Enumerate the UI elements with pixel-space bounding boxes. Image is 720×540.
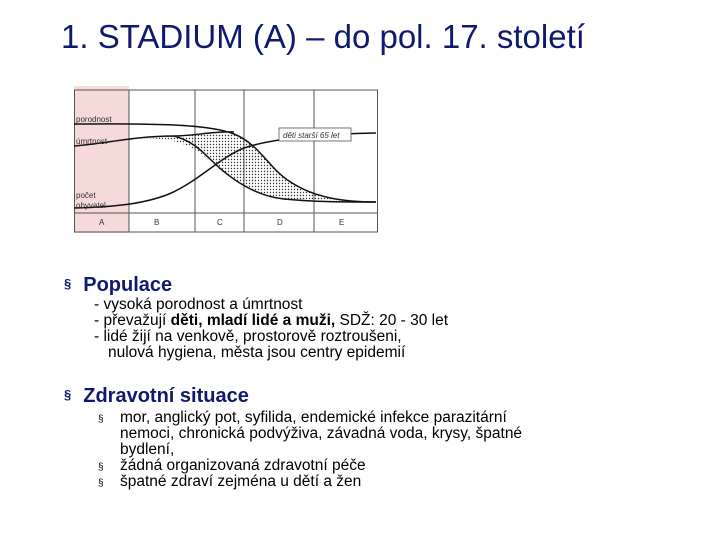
slide-title: 1. STADIUM (A) – do pol. 17. století <box>61 18 585 55</box>
stage-a-highlight <box>74 86 129 233</box>
label-obyvatel: obyvatel <box>76 201 106 210</box>
list-item <box>98 474 522 490</box>
bullet-icon: § <box>98 478 104 489</box>
list-item-text: špatné zdraví zejména u dětí a žen <box>120 473 362 490</box>
section-zdravotni-heading <box>64 385 249 409</box>
section-heading-text: Populace <box>83 274 173 296</box>
section-bullet-icon: § <box>64 387 72 402</box>
populace-line-start: - převažují <box>94 312 171 329</box>
populace-line <box>94 313 448 329</box>
populace-bold-text: děti, mladí lidé a muži, <box>170 312 336 329</box>
bullet-icon: § <box>98 414 104 425</box>
zdravotni-list <box>98 410 522 490</box>
list-item-text: mor, anglický pot, syfilida, endemické infekce parazitární nemoci, chronická podvýživa, závadná voda, krysy, špatné bydlení, <box>120 409 523 458</box>
populace-line: - lidé žijí na venkově, prostorově roztroušeni, <box>94 328 402 345</box>
bullet-icon: § <box>98 462 104 473</box>
stage-label-c: C <box>217 218 223 227</box>
annotation-text: děti starší 65 let <box>283 131 340 140</box>
stage-label-a: A <box>99 218 105 227</box>
list-item <box>98 458 522 474</box>
section-heading-text: Zdravotní situace <box>83 385 249 407</box>
list-item-text: žádná organizovaná zdravotní péče <box>120 457 366 474</box>
populace-lines <box>94 297 448 361</box>
populace-line: nulová hygiena, města jsou centry epidemií <box>108 344 406 361</box>
section-populace-heading <box>64 274 172 298</box>
stage-label-e: E <box>339 218 345 227</box>
stage-label-d: D <box>277 218 283 227</box>
transition-diagram-svg <box>74 86 379 233</box>
label-pocet: počet <box>76 191 96 200</box>
list-item <box>98 410 522 458</box>
populace-line: - vysoká porodnost a úmrtnost <box>94 296 303 313</box>
demographic-transition-diagram <box>74 86 379 233</box>
label-umrtnost: úmrtnost <box>76 137 108 146</box>
populace-line-tail: SDŽ: 20 - 30 let <box>335 312 449 329</box>
label-porodnost: porodnost <box>76 115 112 124</box>
section-bullet-icon: § <box>64 276 72 291</box>
stage-label-b: B <box>154 218 160 227</box>
